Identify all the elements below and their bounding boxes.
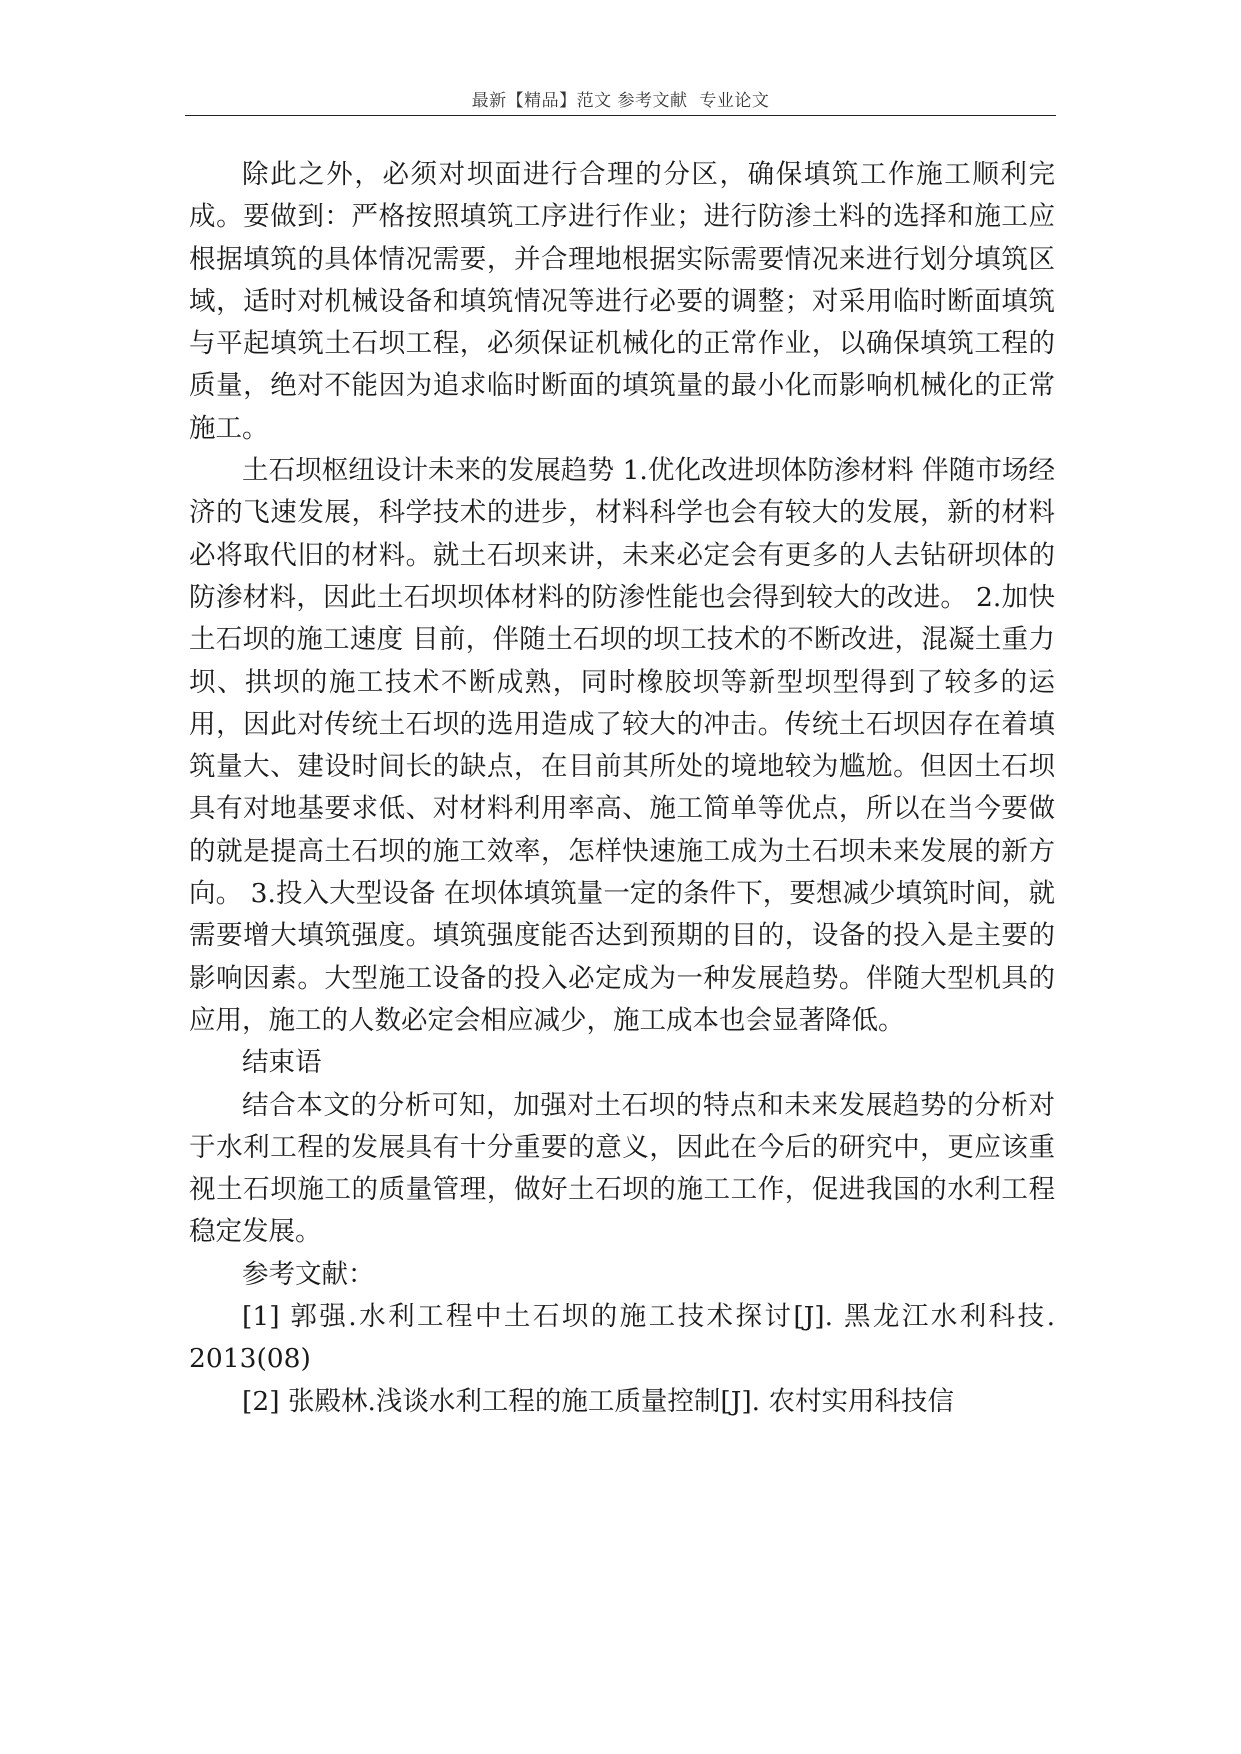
page-header: 最新【精品】范文 参考文献 专业论文 bbox=[471, 91, 770, 111]
paragraph-conclusion: 结合本文的分析可知，加强对土石坝的特点和未来发展趋势的分析对于水利工程的发展具有十分重要的意义，因此在今后的研究中，更应该重视土石坝施工的质量管理，做好土石坝的施工工作，促进我国的水利工程稳定发展。 bbox=[189, 1089, 1055, 1248]
header-divider bbox=[185, 115, 1056, 116]
paragraph-zoning: 除此之外，必须对坝面进行合理的分区，确保填筑工作施工顺利完成。要做到：严格按照填筑工序进行作业；进行防渗土料的选择和施工应根据填筑的具体情况需要，并合理地根据实际需要情况来进行划分填筑区域，适时对机械设备和填筑情况等进行必要的调整；对采用临时断面填筑与平起填筑土石坝工程，必须保证机械化的正常作业，以确保填筑工程的质量，绝对不能因为追求临时断面的填筑量的最小化而影响机械化的正常施工。 bbox=[189, 159, 1055, 444]
reference-entry-2: [2] 张殿林.浅谈水利工程的施工质量控制[J]. 农村实用科技信 bbox=[242, 1385, 955, 1417]
document-body bbox=[189, 154, 1055, 1423]
reference-entry-1: [1] 郭强.水利工程中土石坝的施工技术探讨[J]. 黑龙江水利科技. 2013(08) bbox=[189, 1301, 1055, 1375]
section-heading-conclusion: 结束语 bbox=[242, 1047, 322, 1079]
paragraph-trends: 土石坝枢纽设计未来的发展趋势 1.优化改进坝体防渗材料 伴随市场经济的飞速发展，科学技术的进步，材料科学也会有较大的发展，新的材料必将取代旧的材料。就土石坝来讲，未来必定会有更多的人去钻研坝体的防渗材料，因此土石坝坝体材料的防渗性能也会得到较大的改进。 2.加快土石坝的施工速度 目前，伴随土石坝的坝工技术的不断改进，混凝土重力坝、拱坝的施工技术不断成熟，同时橡胶坝等新型坝型得到了较多的运用，因此对传统土石坝的选用造成了较大的冲击。传统土石坝因存在着填筑量大、建设时间长的缺点，在目前其所处的境地较为尴尬。但因土石坝具有对地基要求低、对材料利用率高、施工简单等优点，所以在当今要做的就是提高土石坝的施工效率，怎样快速施工成为土石坝未来发展的新方向。 3.投入大型设备 在坝体填筑量一定的条件下，要想减少填筑时间，就需要增大填筑强度。填筑强度能否达到预期的目的，设备的投入是主要的影响因素。大型施工设备的投入必定成为一种发展趋势。伴随大型机具的应用，施工的人数必定会相应减少，施工成本也会显著降低。 bbox=[189, 455, 1055, 1036]
section-heading-references: 参考文献： bbox=[242, 1258, 375, 1290]
